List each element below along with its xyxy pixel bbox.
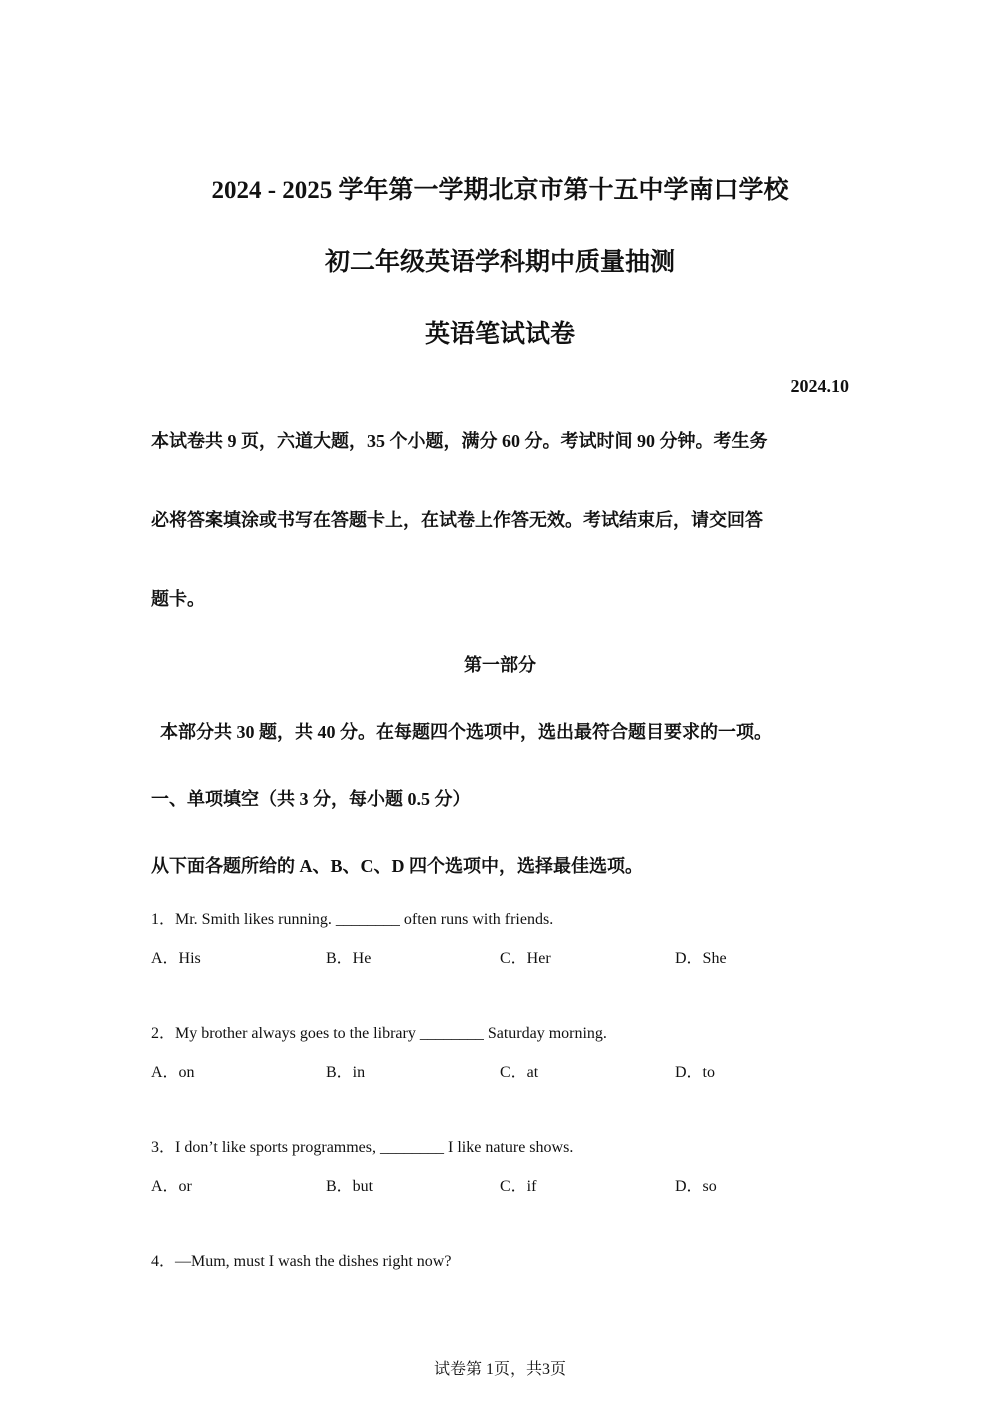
question-3-stem: 3．I don’t like sports programmes, ________ I like nature shows.: [151, 1139, 574, 1156]
instructions-line3: 题卡。: [151, 589, 205, 609]
question-1-stem: 1．Mr. Smith likes running. ________ often runs with friends.: [151, 911, 554, 928]
question-3-option-a: A．or: [151, 1178, 192, 1195]
exam-title-line3: 英语笔试试卷: [424, 321, 575, 348]
section-instruction: 从下面各题所给的 A、B、C、D 四个选项中，选择最佳选项。: [151, 856, 644, 876]
question-1-option-d: D．She: [675, 950, 727, 967]
exam-title-line1: 2024 - 2025 学年第一学期北京市第十五中学南口学校: [211, 177, 789, 204]
section-title: 一、单项填空（共 3 分，每小题 0.5 分）: [151, 789, 471, 809]
question-1-option-b: B．He: [326, 950, 372, 967]
question-3-option-b: B．but: [326, 1178, 374, 1195]
question-1-option-c: C．Her: [500, 950, 551, 967]
question-2-option-a: A．on: [151, 1064, 195, 1081]
question-2-option-b: B．in: [326, 1064, 366, 1081]
part1-heading: 第一部分: [464, 655, 536, 675]
part1-description: 本部分共 30 题，共 40 分。在每题四个选项中，选出最符合题目要求的一项。: [160, 722, 772, 742]
question-2-option-d: D．to: [675, 1064, 716, 1081]
question-4-stem: 4．—Mum, must I wash the dishes right now?: [151, 1253, 452, 1270]
question-2-stem: 2．My brother always goes to the library ________ Saturday morning.: [151, 1025, 607, 1042]
page-footer: 试卷第 1页，共3页: [433, 1361, 566, 1378]
instructions-line1: 本试卷共 9 页，六道大题，35 个小题，满分 60 分。考试时间 90 分钟。考生务: [151, 431, 768, 451]
exam-date: 2024.10: [790, 376, 849, 396]
question-3-option-c: C．if: [500, 1178, 537, 1195]
question-2-option-c: C．at: [500, 1064, 539, 1081]
exam-title-line2: 初二年级英语学科期中质量抽测: [324, 249, 675, 276]
instructions-line2: 必将答案填涂或书写在答题卡上，在试卷上作答无效。考试结束后，请交回答: [151, 510, 763, 530]
question-1-option-a: A．His: [151, 950, 201, 967]
question-3-option-d: D．so: [675, 1178, 717, 1195]
